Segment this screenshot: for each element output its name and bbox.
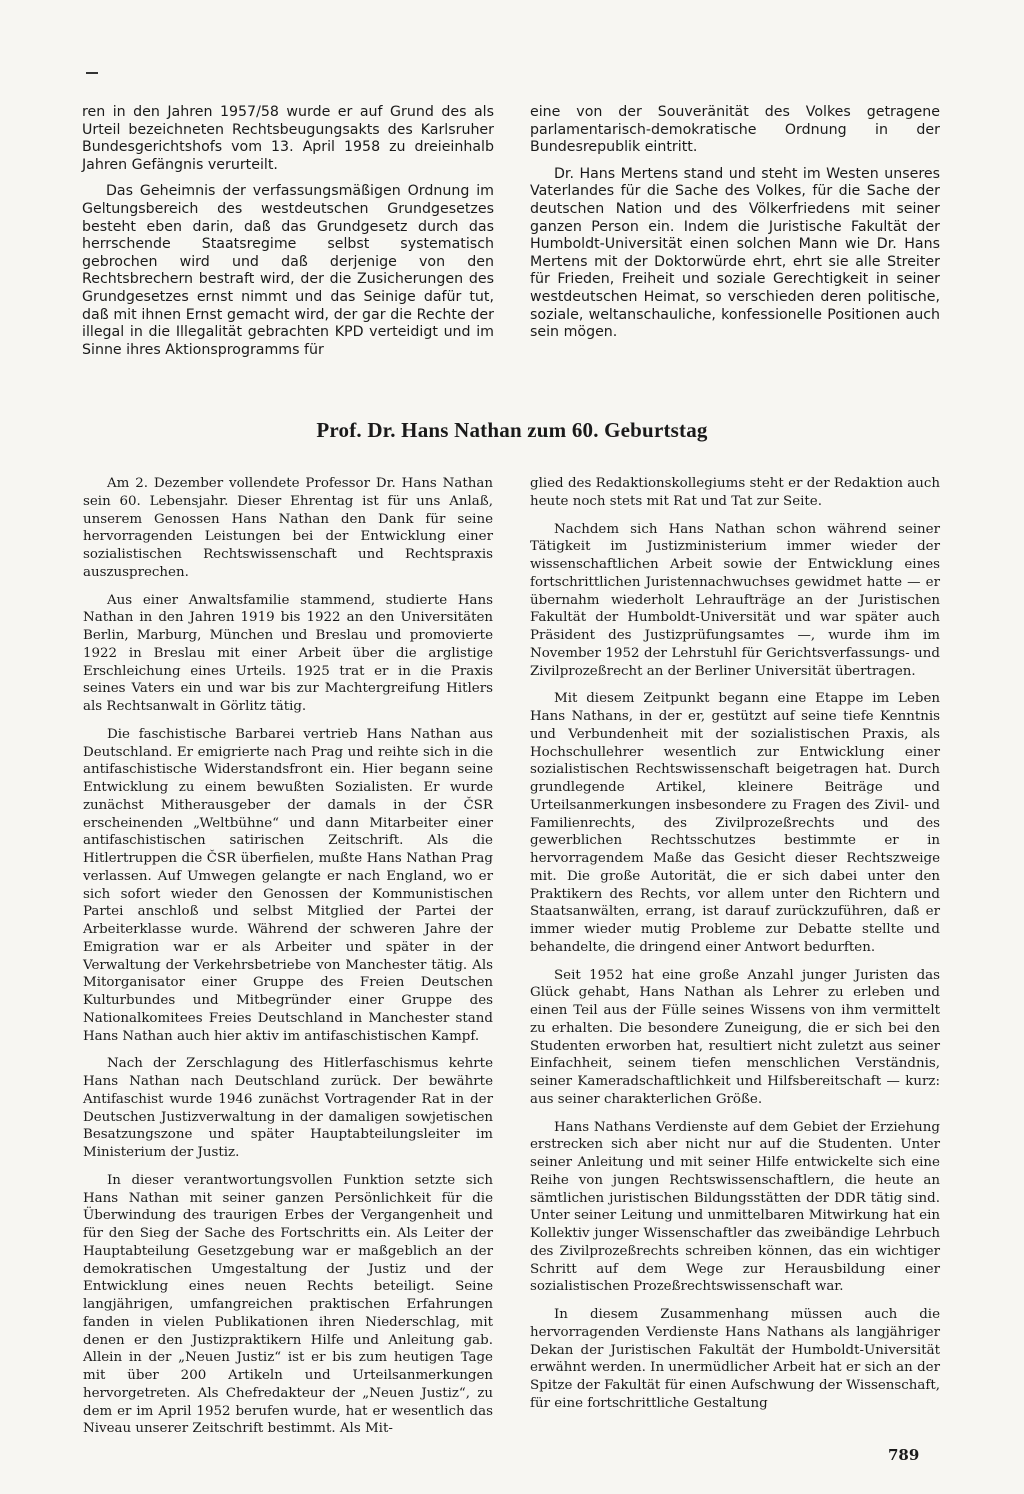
paragraph: Das Geheimnis der verfassungsmäßigen Ordnung im Geltungsbereich des westdeutschen Grundgesetzes besteht eben darin, daß das Grundgesetz durch das herrschende Staatsregime selbst systematisch gebrochen wird und daß derjenige von den Rechtsbrechern bestraft wird, der die Zusicherungen des Grundgesetzes ernst nimmt und das Seinige dafür tut, daß mit ihnen Ernst gemacht wird, der gar die Rechte der illegal in die Illegalität gebrachten KPD verteidigt und im Sinne ihres Aktionsprogramms für [82,183,494,358]
paragraph: Seit 1952 hat eine große Anzahl junger Juristen das Glück gehabt, Hans Nathan als Lehrer zu erleben und einen Teil aus der Fülle seines Wissens von ihm vermittelt zu erhalten. Die besondere Zuneigung, die er sich bei den Studenten erworben hat, resultiert nicht zuletzt aus seiner Einfachheit, seinem tiefen menschlichen Verständnis, seiner Kameradschaftlichkeit und Hilfsbereitschaft — kurz: aus seiner charakterlichen Größe. [530,967,940,1107]
paragraph: Aus einer Anwaltsfamilie stammend, studierte Hans Nathan in den Jahren 1919 bis 1922 an den Universitäten Berlin, Marburg, München und Breslau und promovierte 1922 in Breslau mit einer Arbeit über die arglistige Erschleichung eines Urteils. 1925 trat er in die Praxis seines Vaters ein und war bis zur Machtergreifung Hitlers als Rechtsanwalt in Görlitz tätig. [83,592,493,714]
top-left-column [82,104,494,368]
paragraph: Am 2. Dezember vollendete Professor Dr. Hans Nathan sein 60. Lebensjahr. Dieser Ehrentag ist für uns Anlaß, unserem Genossen Hans Nathan den Dank für seine hervorragenden Leistungen bei der Entwicklung einer sozialistischen Rechtswissenschaft und Rechtspraxis auszusprechen. [83,476,493,580]
margin-mark [86,72,98,74]
bottom-left-column [83,475,493,1448]
top-right-column [530,104,940,351]
article-headline: Prof. Dr. Hans Nathan zum 60. Geburtstag [316,418,708,442]
page-number: 789 [888,1446,920,1464]
paragraph: Hans Nathans Verdienste auf dem Gebiet der Erziehung erstrecken sich aber nicht nur auf die Studenten. Unter seiner Anleitung und mit seiner Hilfe entwickelte sich eine Reihe von jungen Rechtswissenschaftlern, die heute an sämtlichen juristischen Bildungsstätten der DDR tätig sind. Unter seiner Leitung und unmittelbaren Mitwirkung hat ein Kollektiv junger Wissenschaftler das zweibändige Lehrbuch des Zivilprozeßrechts schreiben können, das ein wichtiger Schritt auf dem Wege zur Herausbildung einer sozialistischen Prozeßrechtswissenschaft war. [530,1119,940,1295]
bottom-right-column [530,475,940,1423]
paragraph: Mit diesem Zeitpunkt begann eine Etappe im Leben Hans Nathans, in der er, gestützt auf seine tiefe Kenntnis und Verbundenheit mit der sozialistischen Praxis, als Hochschullehrer wesentlich zur Entwicklung einer sozialistischen Rechtswissenschaft beigetragen hat. Durch grundlegende Artikel, kleinere Beiträge und Urteilsanmerkungen insbesondere zu Fragen des Zivil- und Familienrechts, des Zivilprozeßrechts und des gewerblichen Rechtsschutzes bestimmte er in hervorragendem Maße das Gesicht dieser Rechtszweige mit. Die große Autorität, die er sich dabei unter den Praktikern des Rechts, vor allem unter den Richtern und Staatsanwälten, errang, ist darauf zurückzuführen, daß er immer wieder mutig Probleme zur Debatte stellte und behandelte, die dringend einer Antwort bedurften. [530,691,940,955]
paragraph: glied des Redaktionskollegiums steht er der Redaktion auch heute noch stets mit Rat und Tat zur Seite. [530,476,940,509]
paragraph: In dieser verantwortungsvollen Funktion setzte sich Hans Nathan mit seiner ganzen Persönlichkeit für die Überwindung des traurigen Erbes der Vergangenheit und für den Sieg der Sache des Fortschritts ein. Als Leiter der Hauptabteilung Gesetzgebung war er maßgeblich an der demokratischen Umgestaltung der Justiz und der Entwicklung eines neuen Rechts beteiligt. Seine langjährigen, umfangreichen praktischen Erfahrungen fanden in vielen Publikationen ihren Niederschlag, mit denen er den Justizpraktikern Hilfe und Anleitung gab. Allein in der „Neuen Justiz“ ist er bis zum heutigen Tage mit über 200 Artikeln und Urteilsanmerkungen hervorgetreten. Als Chefredakteur der „Neuen Justiz“, zu dem er im April 1952 berufen wurde, hat er wesentlich das Niveau unserer Zeitschrift bestimmt. Als Mit- [83,1172,493,1437]
paragraph: Die faschistische Barbarei vertrieb Hans Nathan aus Deutschland. Er emigrierte nach Prag und reihte sich in die antifaschistische Widerstandsfront ein. Hier begann seine Entwicklung zu einem bewußten Sozialisten. Er wurde zunächst Mitherausgeber der damals in der ČSR erscheinenden „Weltbühne“ und dann Mitarbeiter einer antifaschistischen satirischen Zeitschrift. Als die Hitlertruppen die ČSR überfielen, mußte Hans Nathan Prag verlassen. Auf Umwegen gelangte er nach England, wo er sich sofort wieder den Genossen der Kommunistischen Partei anschloß und selbst Mitglied der Partei der Arbeiterklasse wurde. Während der schweren Jahre der Emigration war er als Arbeiter und später in der Verwaltung der Verkehrsbetriebe von Manchester tätig. Als Mitorganisator einer Gruppe des Freien Deutschen Kulturbundes und Mitbegründer einer Gruppe des Nationalkomitees Freies Deutschland in Manchester stand Hans Nathan auch hier aktiv im antifaschistischen Kampf. [83,726,493,1044]
paragraph: In diesem Zusammenhang müssen auch die hervorragenden Verdienste Hans Nathans als langjähriger Dekan der Juristischen Fakultät der Humboldt-Universität erwähnt werden. In unermüdlicher Arbeit hat er sich an der Spitze der Fakultät für einen Aufschwung der Wissenschaft, für eine fortschrittliche Gestaltung [530,1307,940,1411]
paragraph: ren in den Jahren 1957/58 wurde er auf Grund des als Urteil bezeichneten Rechtsbeugungsakts des Karlsruher Bundesgerichtshofs vom 13. April 1958 zu dreieinhalb Jahren Gefängnis verurteilt. [82,104,494,173]
paragraph: Nachdem sich Hans Nathan schon während seiner Tätigkeit im Justizministerium immer wieder der wissenschaftlichen Arbeit sowie der Entwicklung eines fortschrittlichen Juristennachwuchses gewidmet hatte — er übernahm wiederholt Lehraufträge an der Juristischen Fakultät der Humboldt-Universität und war später auch Präsident des Justizprüfungsamtes —, wurde ihm im November 1952 der Lehrstuhl für Gerichtsverfassungs- und Zivilprozeßrecht an der Berliner Universität übertragen. [530,521,940,679]
paragraph: Nach der Zerschlagung des Hitlerfaschismus kehrte Hans Nathan nach Deutschland zurück. Der bewährte Antifaschist wurde 1946 zunächst Vortragender Rat in der Deutschen Justizverwaltung in der damaligen sowjetischen Besatzungszone und später Hauptabteilungsleiter im Ministerium der Justiz. [83,1056,493,1160]
paragraph: Dr. Hans Mertens stand und steht im Westen unseres Vaterlandes für die Sache des Volkes, für die Sache der deutschen Nation und des Völkerfriedens mit seiner ganzen Person ein. Indem die Juristische Fakultät der Humboldt-Universität einen solchen Mann wie Dr. Hans Mertens mit der Doktorwürde ehrt, ehrt sie alle Streiter für Frieden, Freiheit und soziale Gerechtigkeit in seiner westdeutschen Heimat, so verschieden deren politische, soziale, weltanschauliche, konfessionelle Positionen auch sein mögen. [530,165,940,341]
paragraph: eine von der Souveränität des Volkes getragene parlamentarisch-demokratische Ordnung in der Bundesrepublik eintritt. [530,104,940,156]
